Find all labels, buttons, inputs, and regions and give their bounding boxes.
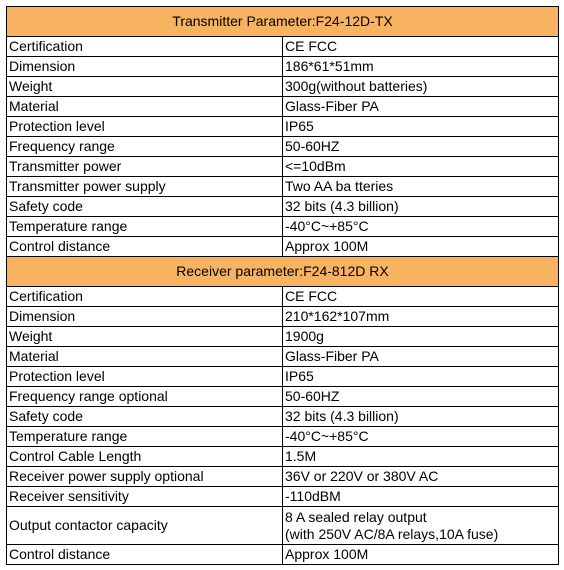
table-row [7,237,559,257]
param-value: 210*162*107mm [283,307,559,327]
param-label: Frequency range [7,137,283,157]
param-value: -40°C~+85°C [283,427,559,447]
table-row [7,217,559,237]
param-label: Dimension [7,57,283,77]
param-label: Control distance [7,545,283,565]
table-row [7,117,559,137]
table-row [7,177,559,197]
param-value: Approx 100M [283,545,559,565]
table-row [7,387,559,407]
param-value-line1: 8 A sealed relay output [285,508,427,525]
param-label: Control distance [7,237,283,257]
param-value: 1.5M [283,447,559,467]
table-row [7,507,559,545]
table-row [7,407,559,427]
transmitter-header: Transmitter Parameter:F24-12D-TX [7,7,559,37]
table-row [7,327,559,347]
table-row [7,367,559,387]
table-row [7,197,559,217]
table-row [7,467,559,487]
param-value: -40°C~+85°C [283,217,559,237]
param-value: IP65 [283,367,559,387]
param-value: CE FCC [283,287,559,307]
param-label: Dimension [7,307,283,327]
table-row [7,137,559,157]
param-value: IP65 [283,117,559,137]
param-value: Two AA ba tteries [283,177,559,197]
table-row [7,77,559,97]
param-label: Certification [7,287,283,307]
table-row [7,37,559,57]
table-row [7,287,559,307]
param-label: Weight [7,77,283,97]
table-row [7,347,559,367]
transmitter-header-row [7,7,559,37]
param-label: Output contactor capacity [7,507,283,545]
table-row [7,307,559,327]
table-row [7,57,559,77]
table-row [7,427,559,447]
param-label: Control Cable Length [7,447,283,467]
param-label: Weight [7,327,283,347]
param-value: Approx 100M [283,237,559,257]
param-value: 50-60HZ [283,137,559,157]
param-label: Material [7,97,283,117]
table-row [7,97,559,117]
param-value-line2: (with 250V AC/8A relays,10A fuse) [285,525,499,542]
param-label: Protection level [7,367,283,387]
param-value: 32 bits (4.3 billion) [283,407,559,427]
param-value: <=10dBm [283,157,559,177]
receiver-header-row [7,257,559,287]
param-value: CE FCC [283,37,559,57]
param-value: Glass-Fiber PA [283,347,559,367]
param-value: 32 bits (4.3 billion) [283,197,559,217]
param-label: Safety code [7,407,283,427]
param-label: Temperature range [7,427,283,447]
param-value: 50-60HZ [283,387,559,407]
param-label: Material [7,347,283,367]
param-label: Temperature range [7,217,283,237]
param-label: Receiver sensitivity [7,487,283,507]
param-label: Transmitter power [7,157,283,177]
param-value [283,507,559,545]
table-row [7,157,559,177]
param-value: Glass-Fiber PA [283,97,559,117]
param-value: 1900g [283,327,559,347]
spec-sheet [6,6,559,565]
table-row [7,487,559,507]
param-label: Frequency range optional [7,387,283,407]
spec-table [6,6,559,565]
table-row [7,447,559,467]
param-label: Safety code [7,197,283,217]
receiver-header: Receiver parameter:F24-812D RX [7,257,559,287]
param-label: Certification [7,37,283,57]
param-label: Transmitter power supply [7,177,283,197]
param-label: Protection level [7,117,283,137]
param-value: 300g(without batteries) [283,77,559,97]
param-value: 36V or 220V or 380V AC [283,467,559,487]
param-label: Receiver power supply optional [7,467,283,487]
param-value: -110dBM [283,487,559,507]
table-row [7,545,559,565]
param-value: 186*61*51mm [283,57,559,77]
